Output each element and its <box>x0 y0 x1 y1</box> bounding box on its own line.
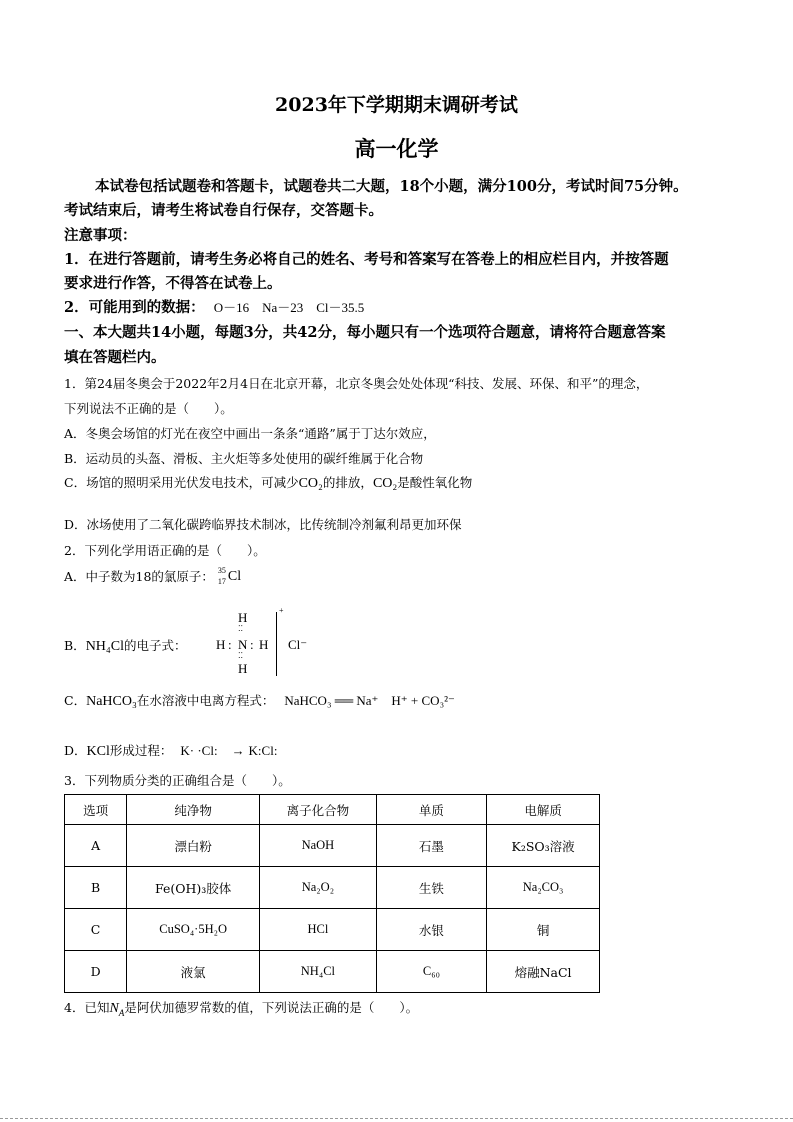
table-cell: 熔融NaCl <box>487 951 600 993</box>
table-cell: Na₂CO₃ <box>487 867 600 909</box>
table-cell: C <box>65 909 127 951</box>
table-cell: 水银 <box>376 909 486 951</box>
electron-dots-top: ⁚⁚ <box>238 624 244 633</box>
q1-option-a: A．冬奥会场馆的灯光在夜空中画出一条条“通路”属于丁达尔效应， <box>64 426 436 441</box>
kcl-formula: KCl <box>86 744 110 759</box>
table-cell: HCl <box>260 909 377 951</box>
electron-dots-left: : <box>228 637 232 652</box>
mass-number: 35 <box>217 565 226 575</box>
q2-option-c-text: 在水溶液中电离方程式： <box>136 693 275 708</box>
table-cell: 液氯 <box>127 951 260 993</box>
electron-dots-right: : <box>250 637 254 652</box>
q2-stem: 2．下列化学用语正确的是（ ）。 <box>64 543 266 558</box>
q2-option-b <box>64 636 187 655</box>
table-cell: A <box>65 825 127 867</box>
table-header-row <box>65 795 600 825</box>
cl-symbol: Cl <box>227 568 242 584</box>
ammonium-bracket <box>276 612 277 676</box>
chlorine-isotope-symbol <box>217 565 248 587</box>
table-cell: Na₂O₂ <box>260 867 377 909</box>
process-arrow: → <box>231 743 245 758</box>
chloride-ion: Cl⁻ <box>288 637 308 652</box>
table-cell: 生铁 <box>376 867 486 909</box>
ionization-equation: NaHCO₃ ══ Na⁺ H⁺ + CO₃²⁻ <box>284 693 455 708</box>
table-cell: NH₄Cl <box>260 951 377 993</box>
table-cell: 漂白粉 <box>127 825 260 867</box>
header-pure-substance: 纯净物 <box>127 795 260 825</box>
table-row <box>65 951 600 993</box>
q2-option-d <box>64 741 277 760</box>
nahco3-formula: NaHCO₃ <box>86 694 137 709</box>
atomic-number: 17 <box>217 576 226 586</box>
q1-stem-line-2: 下列说法不正确的是（ ）。 <box>64 401 233 416</box>
table-cell: K₂SO₃溶液 <box>487 825 600 867</box>
co2-formula-2: CO₂ <box>372 476 398 491</box>
h-bottom: H <box>238 661 248 676</box>
header-element: 单质 <box>376 795 486 825</box>
atomic-masses: O－16 Na－23 Cl－35.5 <box>213 300 365 315</box>
bracket-charge: + <box>279 606 284 615</box>
table-row <box>65 909 600 951</box>
section-1-line-2: 填在答题栏内。 <box>64 349 166 366</box>
h-left: H <box>216 637 226 652</box>
q2-option-b-text: 的电子式： <box>124 638 187 653</box>
exam-subtitle: 高一化学 <box>354 136 439 161</box>
table-row <box>65 867 600 909</box>
q2-option-b-label: B． <box>64 638 86 653</box>
intro-line-2: 考试结束后，请考生将试卷自行保存，交答题卡。 <box>64 202 383 219</box>
q3-stem: 3．下列物质分类的正确组合是（ ）。 <box>64 773 291 788</box>
notes-item-1-line-2: 要求进行作答，不得答在试卷上。 <box>64 275 282 292</box>
table-row <box>65 825 600 867</box>
nh4cl-formula: NH₄Cl <box>85 639 125 654</box>
table-cell: C₆₀ <box>376 951 486 993</box>
avogadro-symbol <box>109 1001 124 1016</box>
avogadro-subscript: A <box>118 1007 125 1018</box>
kcl-process-product: K:Cl: <box>248 743 278 758</box>
q1-option-c <box>64 473 472 492</box>
header-ionic-compound: 离子化合物 <box>260 795 377 825</box>
table-cell: NaOH <box>260 825 377 867</box>
table-cell: CuSO₄·5H₂O <box>127 909 260 951</box>
table-cell: 铜 <box>487 909 600 951</box>
kcl-process-reactants: K· ·Cl: <box>180 743 218 758</box>
h-right: H <box>259 637 269 652</box>
q1-option-d: D．冰场使用了二氧化碳跨临界技术制冰，比传统制冷剂氟利昂更加环保 <box>64 517 462 532</box>
q4-stem <box>64 998 418 1018</box>
n-center: N <box>238 637 248 652</box>
q1-option-c-text-3: 是酸性氧化物 <box>397 475 473 490</box>
co2-formula: CO₂ <box>298 476 323 491</box>
q1-option-c-text-1: C．场馆的照明采用光伏发电技术，可减少 <box>64 475 299 490</box>
table-cell: Fe(OH)₃胶体 <box>127 867 260 909</box>
q2-option-d-label: D． <box>64 743 87 758</box>
notes-heading: 注意事项： <box>64 227 137 244</box>
q1-option-b: B．运动员的头盔、滑板、主火炬等多处使用的碳纤维属于化合物 <box>64 451 424 466</box>
notes-item-2-label: 2．可能用到的数据： <box>64 299 205 316</box>
section-1-line-1: 一、本大题共14小题，每题3分，共42分，每小题只有一个选项符合题意，请将符合题意答案 <box>64 324 666 341</box>
table-cell: B <box>65 867 127 909</box>
q2-option-a-text: A．中子数为18的氯原子： <box>64 569 214 584</box>
avogadro-n: N <box>109 1001 119 1016</box>
electron-dots-bottom: ⁚⁚ <box>238 651 244 660</box>
page-bottom-divider <box>0 1118 793 1119</box>
q2-option-c <box>64 690 455 710</box>
q3-classification-table <box>64 794 600 993</box>
intro-line-1: 本试卷包括试题卷和答题卡，试题卷共二大题，18个小题，满分100分，考试时间75分钟。 <box>95 178 688 195</box>
q2-option-a <box>64 567 248 587</box>
exam-title: 2023年下学期期末调研考试 <box>275 94 518 116</box>
q2-option-c-label: C． <box>64 693 87 708</box>
h-top: H <box>238 610 248 625</box>
q1-stem-line-1: 1．第24届冬奥会于2022年2月4日在北京开幕，北京冬奥会处处体现“科技、发展、环保、和平”的理念， <box>64 376 649 391</box>
notes-item-1-line-1: 1．在进行答题前，请考生务必将自己的姓名、考号和答案写在答卷上的相应栏目内，并按答题 <box>64 251 669 268</box>
q2-option-d-text: 形成过程： <box>109 743 173 758</box>
q4-text-2: 是阿伏加德罗常数的值，下列说法正确的是（ ）。 <box>124 1000 419 1015</box>
notes-item-2 <box>64 296 364 317</box>
q1-option-c-text-2: 的排放， <box>322 475 373 490</box>
header-option: 选项 <box>65 795 127 825</box>
q4-text-1: 4．已知 <box>64 1000 110 1015</box>
table-cell: 石墨 <box>376 825 486 867</box>
header-electrolyte: 电解质 <box>487 795 600 825</box>
table-cell: D <box>65 951 127 993</box>
